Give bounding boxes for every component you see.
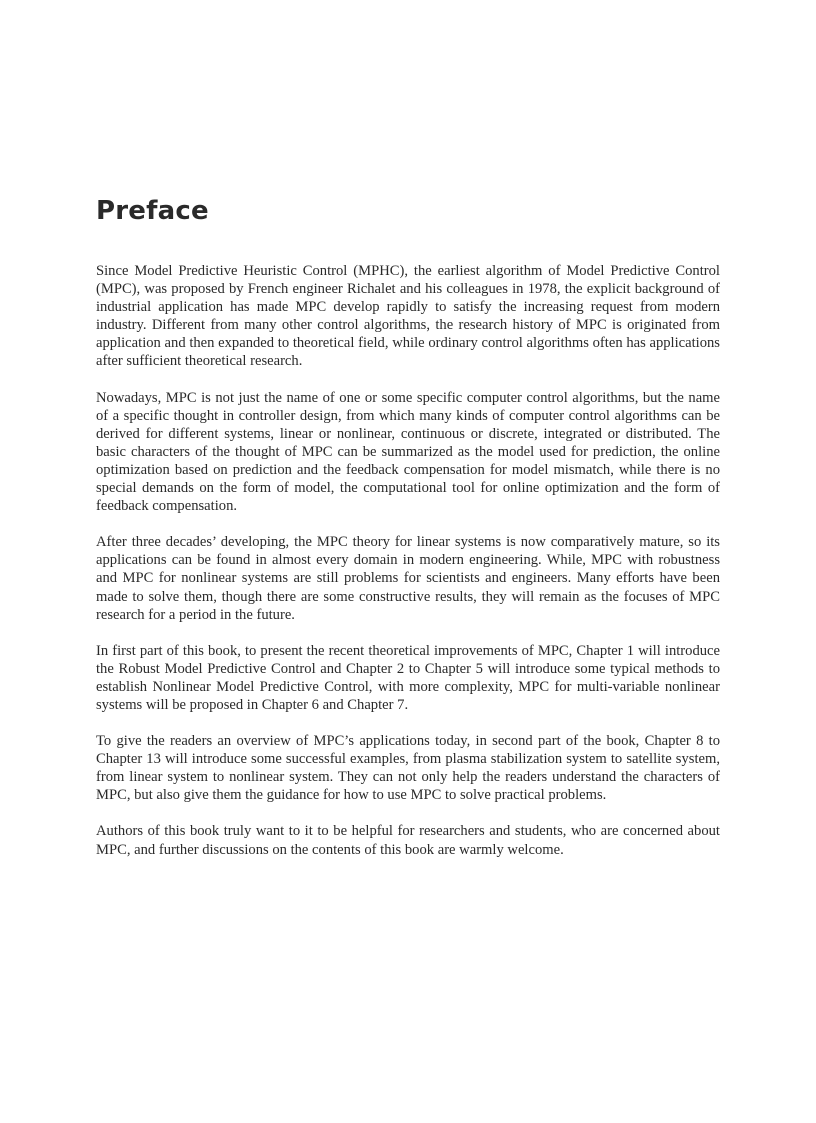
paragraph-2: Nowadays, MPC is not just the name of one or some specific computer control algorithms, but the name of a specific thought in controller design, from which many kinds of computer control algorithms can be derived for different systems, linear or nonlinear, continuous or discrete, integrated or distributed. The basic characters of the thought of MPC can be summarized as the model used for prediction, the online optimization based on prediction and the feedback compensation for model mismatch, while there is no special demands on the form of model, the computational tool for online optimization and the form of feedback compensation. xyxy=(96,389,720,515)
paragraph-4: In first part of this book, to present the recent theoretical improvements of MPC, Chapter 1 will introduce the Robust Model Predictive Control and Chapter 2 to Chapter 5 will introduce some typical methods to establish Nonlinear Model Predictive Control, with more complexity, MPC for multi-variable nonlinear systems will be proposed in Chapter 6 and Chapter 7. xyxy=(96,642,720,713)
paragraph-1: Since Model Predictive Heuristic Control (MPHC), the earliest algorithm of Model Predictive Control (MPC), was proposed by French engineer Richalet and his colleagues in 1978, the explicit background of industrial application has made MPC develop rapidly to satisfy the increasing request from modern industry. Different from many other control algorithms, the research history of MPC is originated from application and then expanded to theoretical field, while ordinary control algorithms often has applications after sufficient theoretical research. xyxy=(96,263,720,370)
preface-body xyxy=(96,262,720,877)
paragraph-6: Authors of this book truly want to it to be helpful for researchers and students, who are concerned about MPC, and further discussions on the contents of this book are warmly welcome. xyxy=(96,823,720,858)
paragraph-5: To give the readers an overview of MPC’s applications today, in second part of the book, Chapter 8 to Chapter 13 will introduce some successful examples, from plasma stabilization system to satellite system, from linear system to nonlinear system. They can not only help the readers understand the characters of MPC, but also give them the guidance for how to use MPC to solve practical problems. xyxy=(96,733,720,804)
page-title: Preface xyxy=(96,196,209,226)
paragraph-3: After three decades’ developing, the MPC theory for linear systems is now comparatively mature, so its applications can be found in almost every domain in modern engineering. While, MPC with robustness and MPC for nonlinear systems are still problems for scientists and engineers. Many efforts have been made to solve them, though there are some constructive results, they will remain as the focuses of MPC research for a period in the future. xyxy=(96,534,720,623)
